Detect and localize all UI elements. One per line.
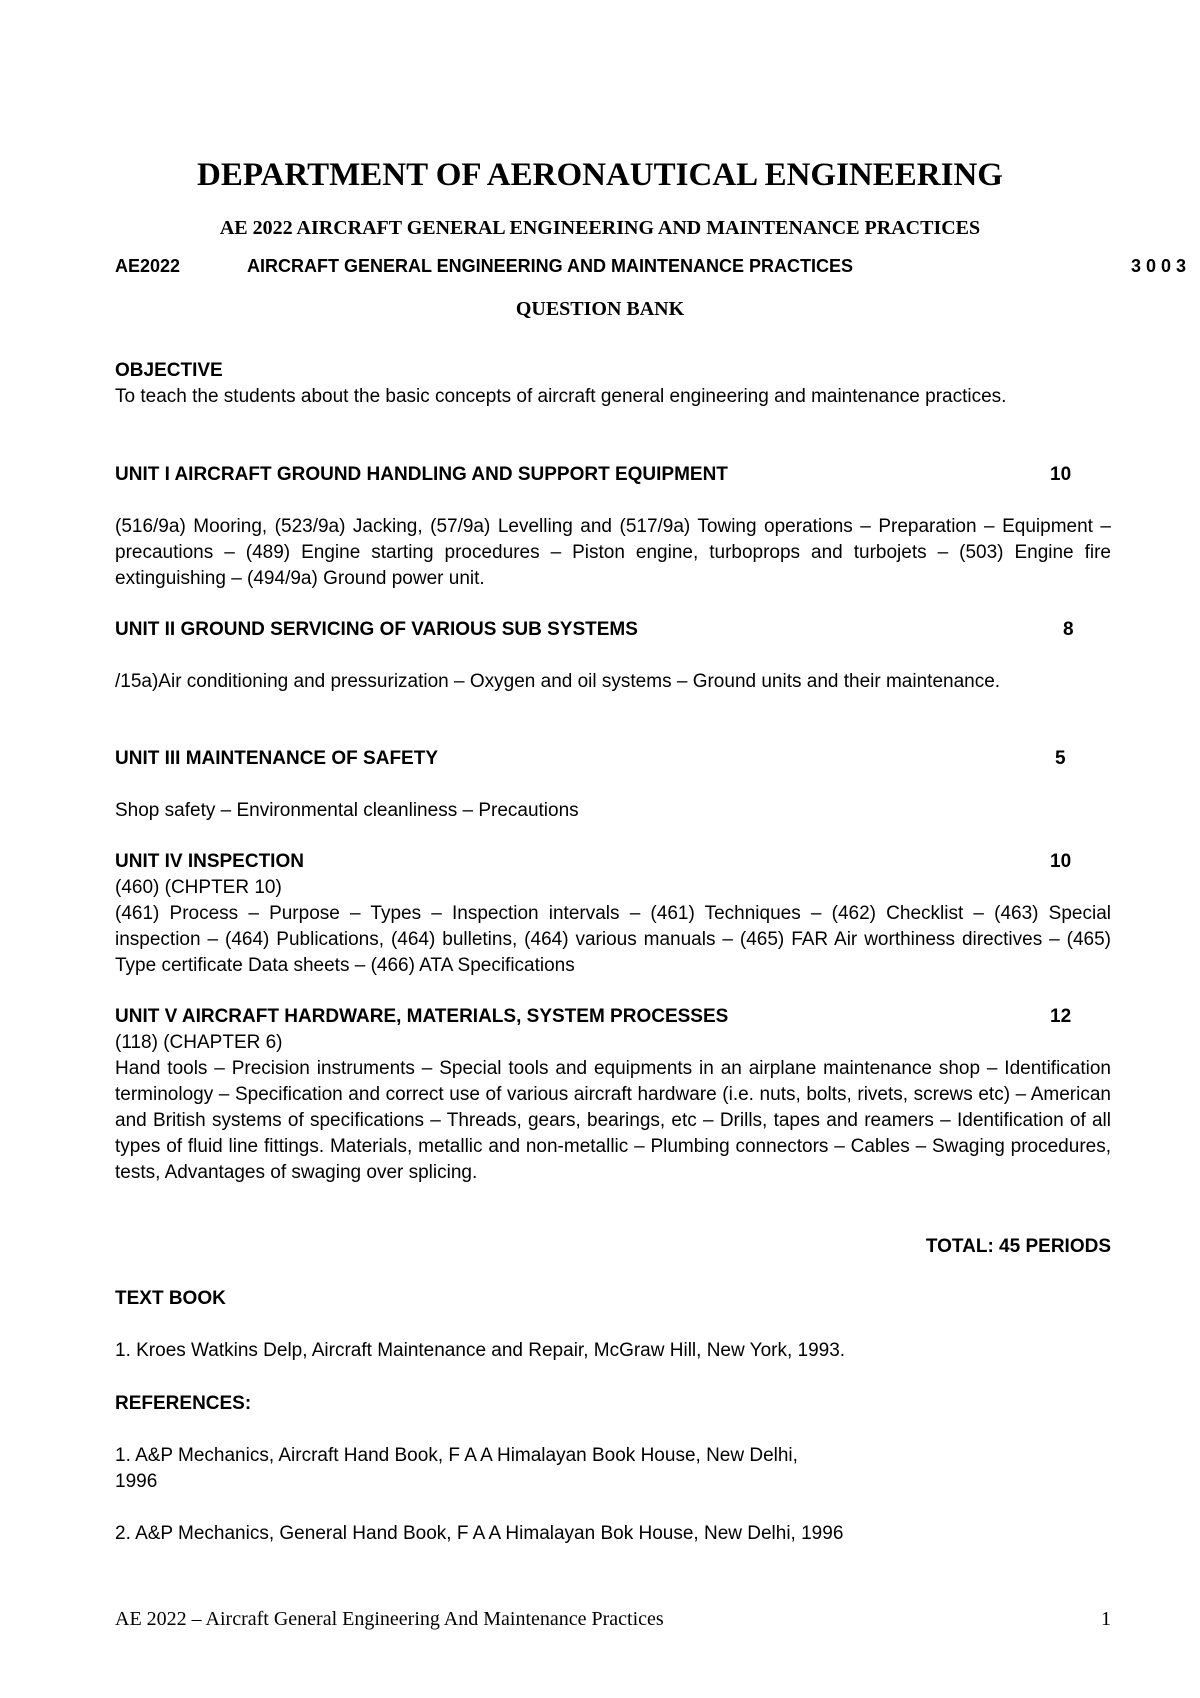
course-code: AE2022 [115, 256, 181, 276]
page-footer [115, 1606, 1111, 1632]
unit-1-hours: 10 [1050, 464, 1072, 485]
textbook-item-1: 1. Kroes Watkins Delp, Aircraft Maintenance and Repair, McGraw Hill, New York, 1993. [115, 1340, 846, 1361]
unit-3-hours: 5 [1055, 748, 1066, 769]
page-number: 1 [1101, 1608, 1111, 1630]
unit-5-heading [115, 1004, 1115, 1030]
unit-1-heading [115, 462, 1115, 488]
course-title: AE 2022 AIRCRAFT GENERAL ENGINEERING AND MAINTENANCE PRACTICES [219, 217, 981, 239]
references-heading: REFERENCES: [115, 1393, 252, 1414]
reference-item-2: 2. A&P Mechanics, General Hand Book, F A A Himalayan Bok House, New Delhi, 1996 [115, 1523, 844, 1544]
department-title: DEPARTMENT OF AERONAUTICAL ENGINEERING [197, 157, 1003, 193]
objective-text: To teach the students about the basic concepts of aircraft general engineering and maintenance practices. [115, 386, 1007, 407]
reference-item-1-line-2: 1996 [115, 1471, 158, 1492]
unit-1-text: (516/9a) Mooring, (523/9a) Jacking, (57/9a) Levelling and (517/9a) Towing operations – Preparation – Equipment – precautions – (489) Engine starting procedures – Piston engine, turboprops and turbojets – (503) Engine fire extinguishing – (494/9a) Ground power unit. [115, 516, 1111, 589]
unit-1-title: UNIT I AIRCRAFT GROUND HANDLING AND SUPPORT EQUIPMENT [115, 464, 728, 485]
unit-5-title: UNIT V AIRCRAFT HARDWARE, MATERIALS, SYSTEM PROCESSES [115, 1006, 729, 1027]
unit-2-text: /15a)Air conditioning and pressurization – Oxygen and oil systems – Ground units and their maintenance. [115, 671, 1001, 692]
unit-4-text: (461) Process – Purpose – Types – Inspection intervals – (461) Techniques – (462) Checklist – (463) Special inspection – (464) Publications, (464) bulletins, (464) various manuals – (465) FAR Air worthiness directives – (465) Type certificate Data sheets – (466) ATA Specifications [115, 903, 1111, 976]
unit-3-heading [115, 746, 1115, 772]
footer-text: AE 2022 – Aircraft General Engineering And Maintenance Practices [115, 1608, 664, 1630]
unit-2-title: UNIT II GROUND SERVICING OF VARIOUS SUB SYSTEMS [115, 619, 638, 640]
unit-5-text: Hand tools – Precision instruments – Special tools and equipments in an airplane maintenance shop – Identification terminology – Specification and correct use of various aircraft hardware (i.e. nuts, bolts, rivets, screws etc) – American and British systems of specifications – Threads, gears, bearings, etc – Drills, tapes and reamers – Identification of all types of fluid line fittings. Materials, metallic and non-metallic – Plumbing connectors – Cables – Swaging procedures, tests, Advantages of swaging over splicing. [115, 1058, 1111, 1183]
textbook-heading: TEXT BOOK [115, 1288, 226, 1309]
reference-item-1-line-1: 1. A&P Mechanics, Aircraft Hand Book, F A A Himalayan Book House, New Delhi, [115, 1445, 798, 1466]
unit-5-ref: (118) (CHAPTER 6) [115, 1032, 283, 1053]
course-credits: 3 0 0 3 [1131, 256, 1187, 276]
unit-2-heading [115, 617, 1115, 643]
course-name: AIRCRAFT GENERAL ENGINEERING AND MAINTENANCE PRACTICES [247, 256, 854, 276]
question-bank-title: QUESTION BANK [515, 298, 685, 320]
unit-3-text: Shop safety – Environmental cleanliness – Precautions [115, 800, 579, 821]
unit-2-hours: 8 [1063, 619, 1074, 640]
total-periods: TOTAL: 45 PERIODS [925, 1236, 1111, 1257]
unit-4-hours: 10 [1050, 851, 1072, 872]
unit-4-ref: (460) (CHPTER 10) [115, 877, 282, 898]
unit-4-heading [115, 849, 1115, 875]
objective-heading: OBJECTIVE [115, 360, 223, 381]
unit-4-title: UNIT IV INSPECTION [115, 851, 304, 872]
unit-5-hours: 12 [1050, 1006, 1072, 1027]
unit-3-title: UNIT III MAINTENANCE OF SAFETY [115, 748, 438, 769]
